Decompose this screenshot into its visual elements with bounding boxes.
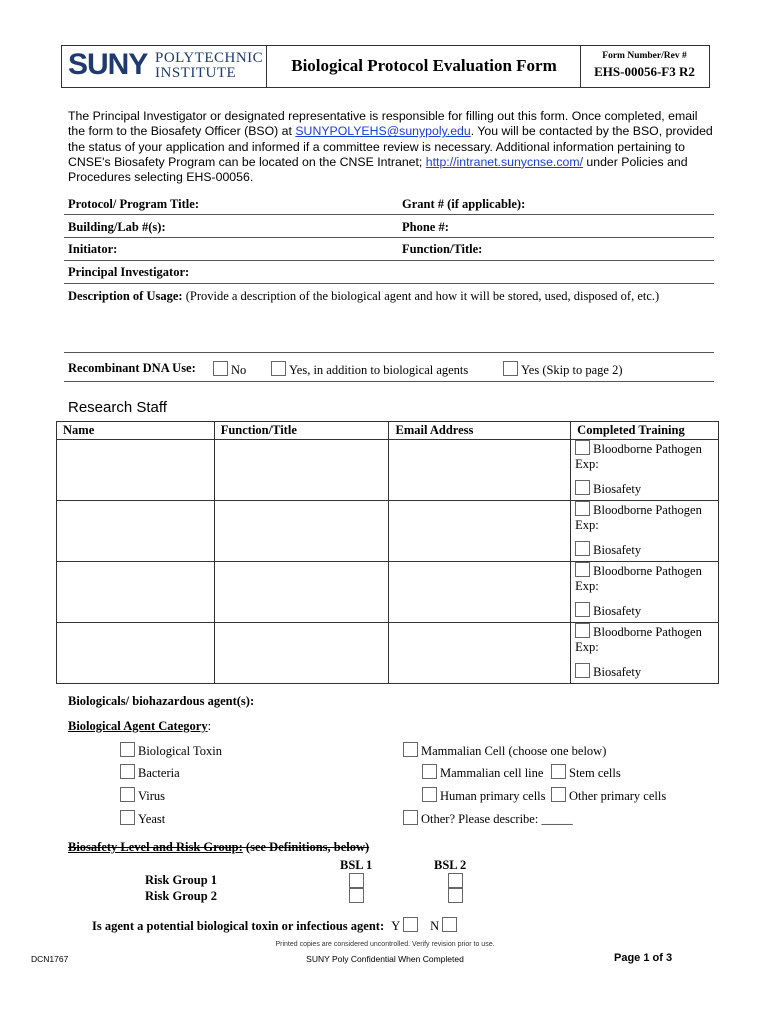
col-name: Name [57,422,215,440]
intro-paragraph [68,109,716,185]
biosafety-label: Biosafety [593,604,642,618]
footer-notice: Printed copies are considered uncontrolled. Verify revision prior to use. [275,941,495,948]
option-mammalian[interactable] [403,742,606,759]
mammalian-label: Mammalian Cell (choose one below) [421,744,607,758]
category-label: Biological Agent Category [68,719,208,733]
other-primary-label: Other primary cells [569,789,667,803]
function-cell[interactable] [214,501,389,562]
bsl2-label: BSL 2 [434,858,467,872]
toxin-label: Biological Toxin [138,744,222,758]
email-cell[interactable] [389,623,571,684]
bbp-checkbox[interactable] [575,501,590,516]
table-row [57,440,719,501]
toxin-n-label: N [430,919,440,933]
description-row [68,289,659,304]
form-number: EHS-00056-F3 R2 [594,64,695,79]
biosafety-checkbox[interactable] [575,541,590,556]
other-label: Other? Please describe: [421,812,539,826]
virus-checkbox[interactable] [120,787,135,802]
human-primary-checkbox[interactable] [422,787,437,802]
form-title: Biological Protocol Evaluation Form [291,56,557,75]
biosafety-label: Biosafety [593,482,642,496]
function-cell[interactable] [214,440,389,501]
category-colon: : [207,719,212,733]
exp-label: Exp: [575,579,599,593]
email-cell[interactable] [389,501,571,562]
other-blank[interactable]: _____ [541,812,573,826]
mammalian-checkbox[interactable] [403,742,418,757]
rg1-bsl1-checkbox[interactable] [349,873,364,888]
field-line-3 [64,260,714,261]
footer-page: Page 1 of 3 [614,952,673,964]
table-row [57,623,719,684]
building-label: Building/Lab #(s): [68,220,166,234]
option-mammalian-line[interactable] [422,764,543,781]
biosafety-label: Biosafety [593,665,642,679]
toxin-question: Is agent a potential biological toxin or infectious agent: [92,919,385,933]
footer-dcn: DCN1767 [31,954,69,964]
option-virus[interactable] [120,787,165,804]
logo-primary: SUNY [68,48,148,81]
phone-label: Phone #: [402,220,449,234]
name-cell[interactable] [57,501,215,562]
bbp-checkbox[interactable] [575,562,590,577]
other-checkbox[interactable] [403,810,418,825]
name-cell[interactable] [57,562,215,623]
intro-text-1: The Principal Investigator or designated representative is responsible for filling out this form. Once completed, email the form to the Biosafety Officer (BSO) at [68,109,698,139]
biosafety-checkbox[interactable] [575,480,590,495]
col-email: Email Address [389,422,571,440]
field-line-2 [64,237,714,238]
rg1-label: Risk Group 1 [145,873,218,887]
function-cell[interactable] [214,623,389,684]
exp-label: Exp: [575,640,599,654]
exp-label: Exp: [575,518,599,532]
rdna-yes-skip-label: Yes (Skip to page 2) [521,363,623,377]
rdna-no-checkbox[interactable] [213,361,228,376]
rdna-option-yes-add[interactable] [271,361,468,378]
research-staff-table [56,421,719,684]
rg2-bsl2-checkbox[interactable] [448,888,463,903]
stem-label: Stem cells [569,766,621,780]
description-hint: (Provide a description of the biological agent and how it will be stored, used, disposed of, etc.) [185,289,660,303]
option-bacteria[interactable] [120,764,180,781]
rdna-option-yes-skip[interactable] [503,361,623,378]
category-row [68,719,211,734]
training-cell [571,501,719,562]
grant-label: Grant # (if applicable): [402,197,526,211]
table-row [57,562,719,623]
toxin-y-label: Y [391,919,400,933]
email-cell[interactable] [389,440,571,501]
rg2-bsl1-checkbox[interactable] [349,888,364,903]
option-yeast[interactable] [120,810,165,827]
virus-label: Virus [138,789,166,803]
yeast-checkbox[interactable] [120,810,135,825]
bbp-label: Bloodborne Pathogen [593,503,702,517]
function-title-label: Function/Title: [402,242,483,256]
biosafety-checkbox[interactable] [575,663,590,678]
col-function: Function/Title [214,422,389,440]
biosafety-label: Biosafety [593,543,642,557]
col-training: Completed Training [571,422,719,440]
research-staff-heading: Research Staff [68,399,167,416]
rdna-yes-add-checkbox[interactable] [271,361,286,376]
bbp-label: Bloodborne Pathogen [593,442,702,456]
pi-label: Principal Investigator: [68,265,190,279]
email-cell[interactable] [389,562,571,623]
option-stem[interactable] [551,764,621,781]
bbp-checkbox[interactable] [575,623,590,638]
rg2-label: Risk Group 2 [145,889,218,903]
table-row [57,501,719,562]
toxin-checkbox[interactable] [120,742,135,757]
field-line-5 [64,352,714,353]
bsl1-label: BSL 1 [340,858,373,872]
stem-checkbox[interactable] [551,764,566,779]
biosafety-checkbox[interactable] [575,602,590,617]
table-header-row [57,422,719,440]
training-cell [571,562,719,623]
field-line-6 [64,381,714,382]
header-divider-1 [266,45,267,87]
bbp-checkbox[interactable] [575,440,590,455]
mammalian-line-label: Mammalian cell line [440,766,544,780]
option-other-primary[interactable] [551,787,666,804]
bacteria-label: Bacteria [138,766,180,780]
rdna-yes-add-label: Yes, in addition to biological agents [289,363,469,377]
function-cell[interactable] [214,562,389,623]
rdna-label: Recombinant DNA Use: [68,361,196,375]
name-cell[interactable] [57,623,215,684]
biosafety-heading [68,840,369,855]
bbp-label: Bloodborne Pathogen [593,564,702,578]
field-line-4 [64,283,714,284]
option-other[interactable] [403,810,573,827]
biosafety-heading-note: (see Definitions, below) [245,840,370,854]
rdna-yes-skip-checkbox[interactable] [503,361,518,376]
training-cell [571,623,719,684]
mammalian-line-checkbox[interactable] [422,764,437,779]
yeast-label: Yeast [138,812,166,826]
email-link[interactable]: SUNYPOLYEHS@sunypoly.edu [295,124,471,139]
logo-line2: INSTITUTE [155,65,237,81]
exp-label: Exp: [575,457,599,471]
toxin-question-row [92,917,460,934]
logo-line1: POLYTECHNIC [155,50,264,66]
intranet-link[interactable]: http://intranet.sunycnse.com/ [425,154,583,169]
form-number-label: Form Number/Rev # [602,51,687,61]
logo [66,48,264,82]
bbp-label: Bloodborne Pathogen [593,625,702,639]
rdna-no-label: No [231,363,247,377]
rdna-option-no[interactable] [213,361,246,378]
toxin-n-checkbox[interactable] [442,917,457,932]
field-line-1 [64,214,714,215]
option-human-primary[interactable] [422,787,546,804]
human-primary-label: Human primary cells [440,789,546,803]
intro-text-2: . You will be contacted by the BSO, provided the status of your application and informed if a committee review is necessary. Additional information pertaining to CNSE's Biosafety Program can be located on the CNSE Intranet; [68,124,713,169]
initiator-label: Initiator: [68,242,118,256]
biosafety-heading-text: Biosafety Level and Risk Group: [68,840,243,854]
footer-confidential: SUNY Poly Confidential When Completed [306,954,464,964]
protocol-title-label: Protocol/ Program Title: [68,197,199,211]
name-cell[interactable] [57,440,215,501]
intro-text-3: under Policies and Procedures selecting EHS-00056. [68,154,688,185]
agents-label: Biologicals/ biohazardous agent(s): [68,694,255,708]
option-toxin[interactable] [120,742,222,759]
rg1-bsl2-checkbox[interactable] [448,873,463,888]
toxin-y-checkbox[interactable] [403,917,418,932]
description-label: Description of Usage: [68,289,183,303]
other-primary-checkbox[interactable] [551,787,566,802]
bacteria-checkbox[interactable] [120,764,135,779]
training-cell [571,440,719,501]
